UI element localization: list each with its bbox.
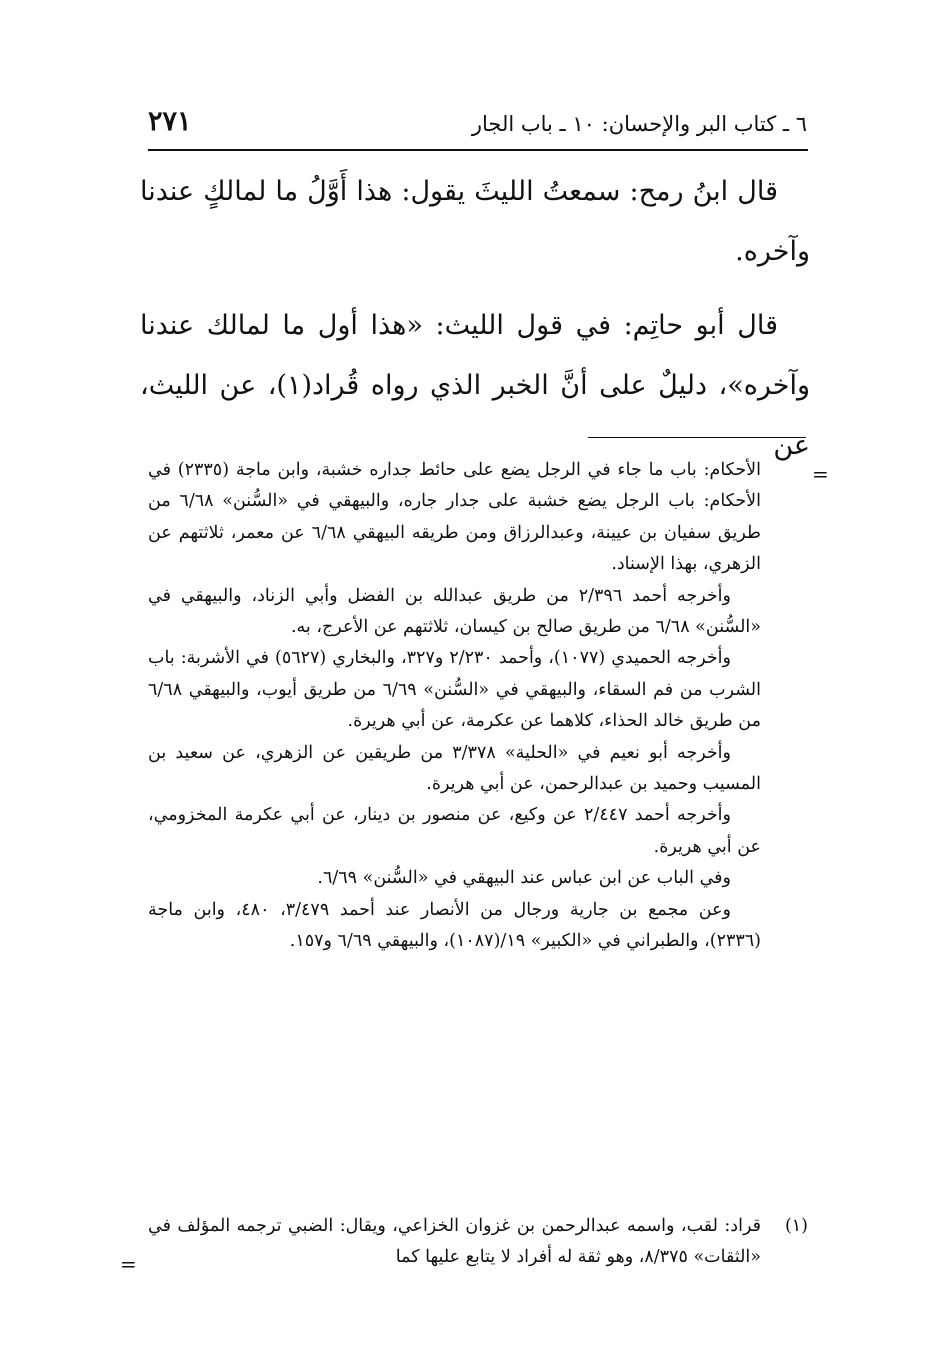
running-header: ٦ ـ كتاب البر والإحسان: ١٠ ـ باب الجار [471,112,807,136]
footnote-paragraph: وعن مجمع بن جارية ورجال من الأنصار عند أحمد ٣/٤٧٩، ٤٨٠، وابن ماجة (٢٣٣٦)، والطبراني في «الكبير» ١٩/(١٠٨٧)، والبيهقي ٦/٦٩ و١٥٧. [148,899,761,952]
footnote-paragraph: الأحكام: باب ما جاء في الرجل يضع على حائط جداره خشبة، وابن ماجة (٢٣٣٥) في الأحكام: باب الرجل يضع خشبة على جدار جاره، والبيهقي في «السُّنن» ٦/٦٨ من طريق سفيان بن عيينة، وعبدالرزاق ومن طريقه البيهقي ٦/٦٨ عن معمر، ثلاثتهم عن الزهري، بهذا الإسناد. [148,460,761,575]
footnote-1 [148,1211,808,1274]
main-paragraph: قال ابنُ رمح: سمعتُ الليثَ يقول: هذا أَوَّلُ ما لمالكٍ عندنا وآخره. [140,176,810,267]
header-rule [148,149,808,151]
footnote-separator [588,437,806,438]
footnote-paragraph: وأخرجه أحمد ٢/٣٩٦ من طريق عبدالله بن الفضل وأبي الزناد، والبيهقي في «السُّنن» ٦/٦٨ من طريق صالح بن كيسان، ثلاثتهم عن الأعرج، به. [148,585,761,638]
footnote-paragraph: وأخرجه أحمد ٢/٤٤٧ عن وكيع، عن منصور بن دينار، عن أبي عكرمة المخزومي، عن أبي هريرة. [148,805,761,857]
footnotes [148,455,761,958]
footnote-paragraph: وفي الباب عن ابن عباس عند البيهقي في «السُّنن» ٦/٦٩. [317,868,731,889]
continuation-mark-bottom: = [120,1252,137,1276]
footnote-paragraph: وأخرجه الحميدي (١٠٧٧)، وأحمد ٢/٢٣٠ و٣٢٧، والبخاري (٥٦٢٧) في الأشربة: باب الشرب من فم السقاء، والبيهقي في «السُّنن» ٦/٦٩ من طريق أيوب، والبيهقي ٦/٦٨ من طريق خالد الحذاء، كلاهما عن عكرمة، عن أبي هريرة. [148,648,761,732]
footnote-1-number: (١) [784,1216,808,1236]
continuation-mark-top: = [812,462,829,486]
footnote-paragraph: وأخرجه أبو نعيم في «الحلية» ٣/٣٧٨ من طريقين عن الزهري، عن سعيد بن المسيب وحميد بن عبدالرحمن، عن أبي هريرة. [148,742,761,795]
footnote-1-text: قراد: لقب، واسمه عبدالرحمن بن غزوان الخزاعي، ويقال: الضبي ترجمه المؤلف في «الثقات» ٨/٣٧٥، وهو ثقة له أفراد لا يتابع عليها كما [148,1216,761,1268]
main-text [140,162,810,490]
main-paragraph: قال أبو حاتِم: في قول الليث: «هذا أول ما لمالك عندنا وآخره»، دليلٌ على أنَّ الخبر الذي رواه قُراد(١)، عن الليث، عن [140,310,810,461]
page-number: ٢٧١ [148,106,192,137]
